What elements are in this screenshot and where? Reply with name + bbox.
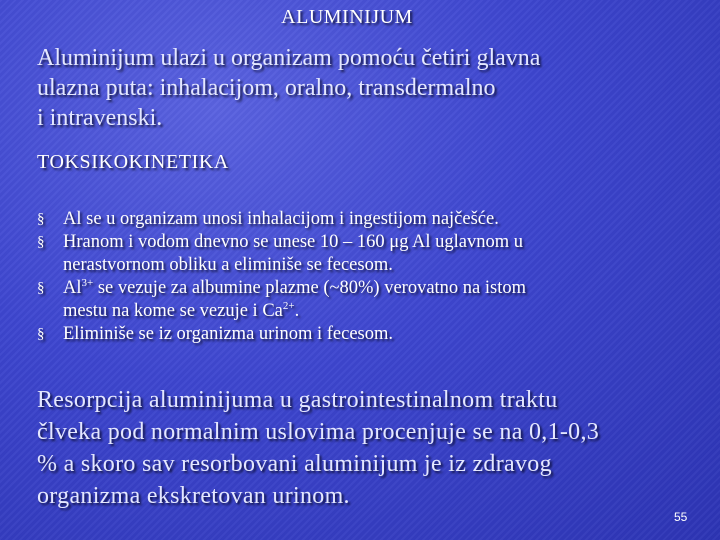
bullet-text-rest: se vezuje za albumine plazme (~80%) verovatno na istom [93,278,526,298]
bullet-item [37,277,687,323]
bullet-text-start: mestu na kome se vezuje i Ca [63,301,283,321]
resorption-line: Resorpcija aluminijuma u gastrointestinalnom traktu [37,387,558,413]
bullet-text-end: . [294,301,300,321]
resorption-line: organizma ekskretovan urinom. [37,483,350,509]
section-sign-icon: § [37,326,45,342]
ion-charge: 3+ [81,277,94,289]
element-symbol: Al [63,278,82,298]
section-sign-icon: § [37,211,45,227]
bullet-item [37,231,687,277]
bullet-text: Hranom i vodom dnevno se unese 10 – 160 μg Al uglavnom u [63,232,524,252]
bullet-text [63,277,687,300]
ion-charge: 2+ [282,300,295,312]
intro-paragraph [37,43,697,133]
intro-line: Aluminijum ulazi u organizam pomoću četiri glavna [37,45,541,71]
section-sign-icon: § [37,234,45,250]
slide-title: ALUMINIJUM [281,6,413,28]
bullet-text: Eliminiše se iz organizma urinom i fecesom. [63,324,394,344]
intro-line: ulazna puta: inhalacijom, oralno, transdermalno [37,75,496,101]
resorption-line: člveka pod normalnim uslovima procenjuje se na 0,1-0,3 [37,419,600,445]
section-heading: TOKSIKOKINETIKA [37,151,229,173]
intro-line: i intravenski. [37,105,163,131]
resorption-line: % a skoro sav resorbovani aluminijum je iz zdravog [37,451,552,477]
bullet-text: Al se u organizam unosi inhalacijom i ingestijom najčešće. [63,209,499,229]
bullet-text: nerastvornom obliku a eliminiše se fecesom. [63,255,393,275]
bullet-list [37,208,687,346]
bullet-item [37,208,687,231]
resorption-paragraph [37,384,687,512]
bullet-text [63,300,687,323]
bullet-item [37,323,687,346]
section-sign-icon: § [37,280,45,296]
page-number: 55 [674,510,688,524]
